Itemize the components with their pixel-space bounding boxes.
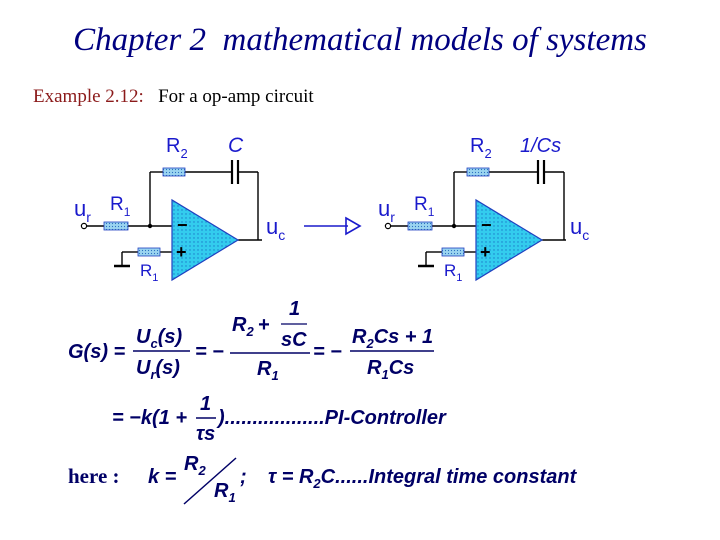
transfer-function-equation	[68, 298, 434, 383]
label-right-r1-ground: $R_1$	[444, 261, 463, 284]
label-right-r1: $R_1$	[414, 194, 435, 219]
label-left-ur: $u_r$	[74, 196, 91, 225]
eq-k-num: $R_2$	[184, 453, 206, 478]
eq-mid-num: $R_2$ +	[232, 314, 270, 339]
eq-right-num: $R_2Cs + 1$	[352, 326, 434, 351]
junction-right	[452, 224, 456, 228]
eq-k-lhs: k =	[148, 466, 177, 488]
eq-uc-num: $U_c(s)$	[136, 326, 183, 351]
eq-mid-inner-den: sC	[281, 329, 307, 351]
label-right-uc: $u_c$	[570, 214, 590, 243]
label-right-capacitor: 1/Cs	[520, 135, 562, 157]
resistor-left-r1	[104, 222, 128, 230]
transform-arrow-head	[346, 218, 360, 234]
opamp-left-minus: −	[177, 215, 188, 235]
eq-neg-2: = −	[313, 341, 342, 363]
eq-line2-post: )..................PI-Controller	[218, 407, 446, 429]
slide-title: Chapter 2 mathematical models of systems	[73, 22, 647, 58]
parameter-definitions	[68, 453, 578, 505]
resistor-left-r1-ground	[138, 248, 160, 256]
here-label: here :	[68, 464, 120, 488]
eq-k-den: $R_1$	[214, 480, 236, 505]
example-text: For a op-amp circuit	[158, 86, 314, 107]
opamp-left	[172, 200, 238, 280]
eq-mid-inner-num: 1	[289, 298, 301, 320]
eq-right-den: $R_1Cs$	[367, 357, 415, 382]
example-label: Example 2.12:	[33, 86, 144, 107]
eq-ur-den: $U_r(s)$	[136, 357, 180, 382]
resistor-left-r2	[163, 168, 185, 176]
label-left-r2: $R_2$	[166, 135, 188, 161]
junction-left	[148, 224, 152, 228]
label-left-capacitor: C	[228, 134, 244, 157]
pi-controller-equation	[112, 393, 447, 445]
eq-line2-pre: = −k(1 +	[112, 407, 188, 429]
opamp-right-plus: +	[480, 242, 491, 262]
label-right-r2: $R_2$	[470, 135, 492, 161]
eq-neg-1: = −	[195, 341, 224, 363]
eq-semicolon: ;	[240, 466, 247, 488]
opamp-right	[476, 200, 542, 280]
eq-line2-frac-num: 1	[200, 393, 212, 415]
label-left-r1: $R_1$	[110, 194, 131, 219]
opamp-right-minus: −	[481, 215, 492, 235]
resistor-right-r1-ground	[442, 248, 464, 256]
label-right-ur: $u_r$	[378, 196, 395, 225]
eq-mid-den: $R_1$	[257, 358, 279, 383]
eq-line2-frac-den: τs	[196, 423, 216, 445]
label-left-uc: $u_c$	[266, 214, 286, 243]
eq-g-lhs: G(s) =	[68, 341, 126, 363]
resistor-right-r2	[467, 168, 489, 176]
opamp-left-plus: +	[176, 242, 187, 262]
label-left-r1-ground: $R_1$	[140, 261, 159, 284]
resistor-right-r1	[408, 222, 432, 230]
eq-tau-def: $\tau = R_2C......Integral$ time constant	[268, 466, 577, 491]
